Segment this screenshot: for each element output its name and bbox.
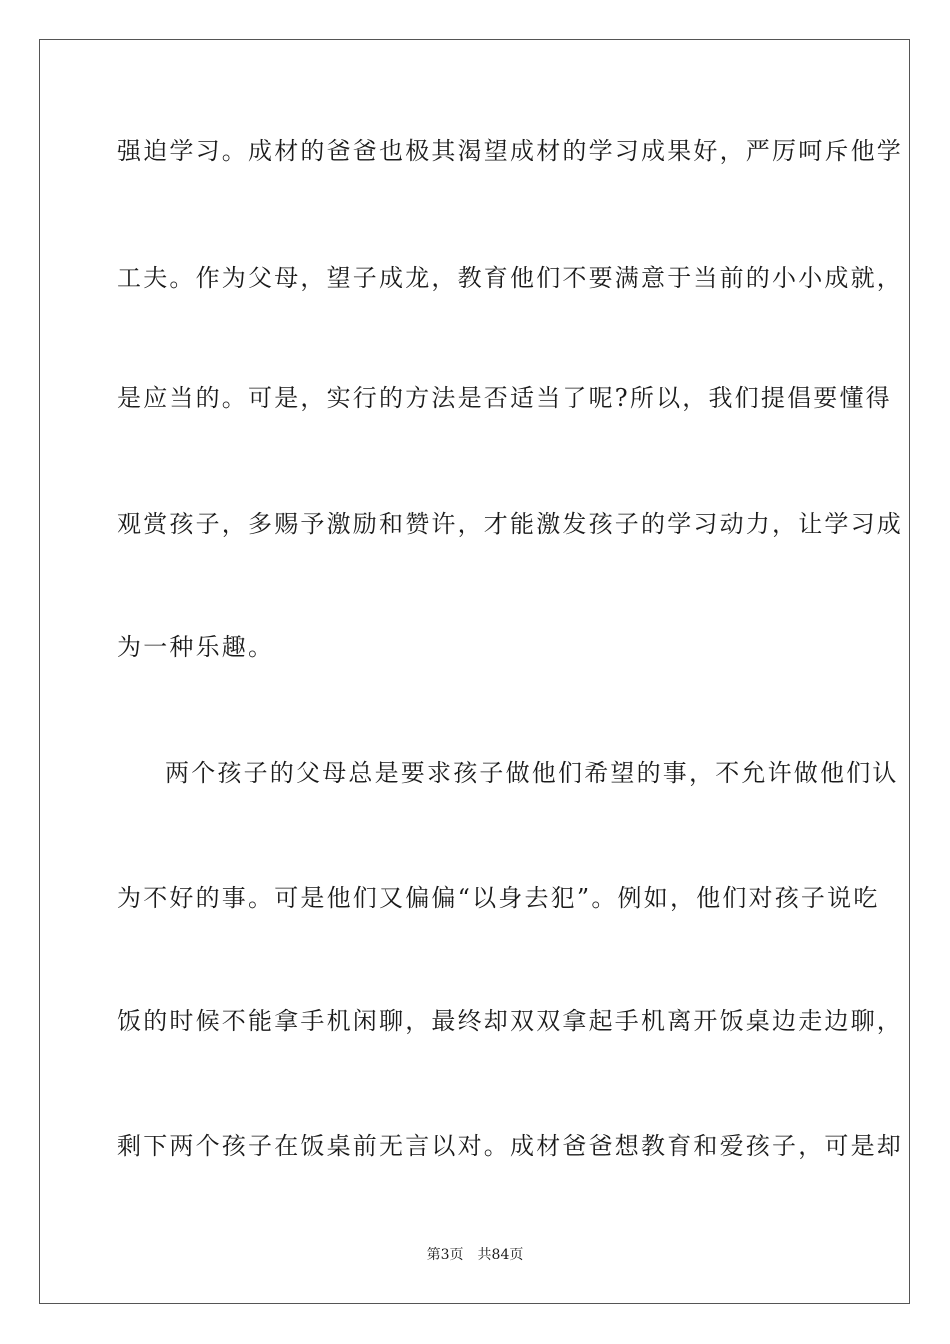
page-total: 共84页 [477, 1247, 524, 1263]
text-line: 观赏孩子，多赐予激励和赞许，才能激发孩子的学习动力，让学习成 [117, 510, 903, 538]
text-line: 剩下两个孩子在饭桌前无言以对。成材爸爸想教育和爱孩子，可是却 [117, 1132, 903, 1160]
page-number: 第3页 [426, 1247, 464, 1263]
text-line: 是应当的。可是，实行的方法是否适当了呢?所以，我们提倡要懂得 [117, 384, 892, 412]
text-line: 饭的时候不能拿手机闲聊，最终却双双拿起手机离开饭桌边走边聊， [117, 1007, 903, 1035]
text-line: 强迫学习。成材的爸爸也极其渴望成材的学习成果好，严厉呵斥他学 [117, 137, 903, 165]
page-footer [0, 1246, 950, 1264]
page-border [39, 39, 910, 1304]
text-line: 两个孩子的父母总是要求孩子做他们希望的事，不允许做他们认 [165, 759, 899, 787]
text-line: 工夫。作为父母，望子成龙，教育他们不要满意于当前的小小成就， [117, 264, 903, 292]
text-line: 为不好的事。可是他们又偏偏“以身去犯”。例如，他们对孩子说吃 [117, 884, 880, 912]
text-line: 为一种乐趣。 [117, 633, 275, 661]
